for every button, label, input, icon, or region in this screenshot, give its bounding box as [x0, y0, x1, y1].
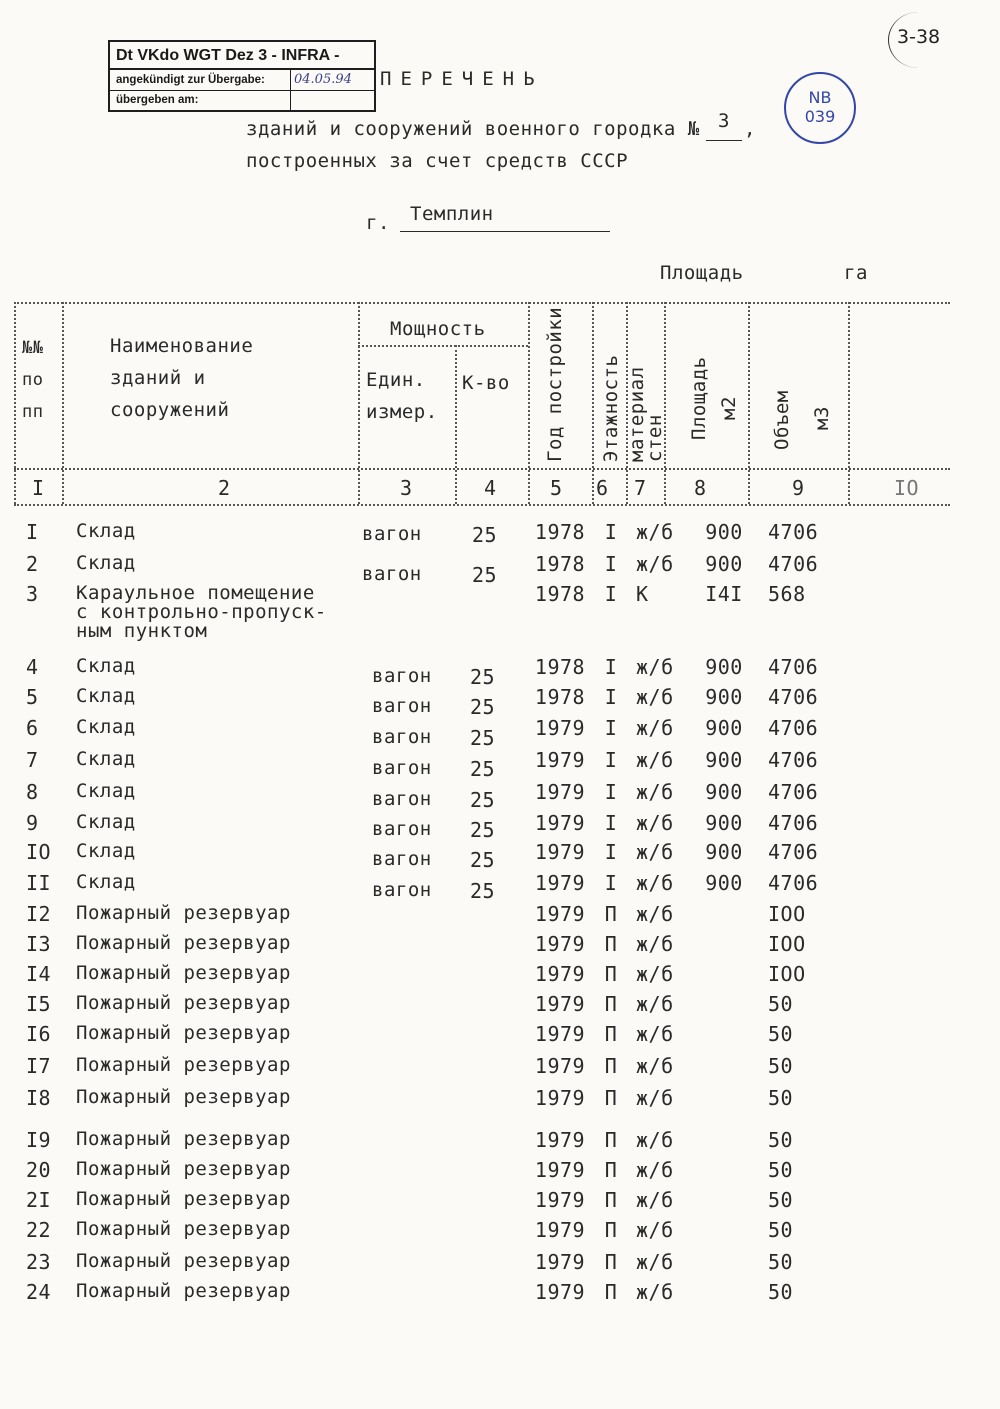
cell-volume: 4706: [768, 655, 819, 679]
header-line2: построенных за счет средств СССР: [246, 150, 629, 172]
cell-area: I4I: [705, 582, 743, 606]
cell-wall: ж/б: [636, 1022, 674, 1046]
cell-wall: ж/б: [636, 902, 674, 926]
cell-area: 900: [705, 871, 743, 895]
cell-wall: ж/б: [636, 1218, 674, 1242]
cell-no: I6: [26, 1022, 52, 1046]
cell-qty: 25: [470, 818, 496, 842]
col-header-area-line2: м2: [718, 396, 740, 420]
cell-unit: вагон: [372, 848, 432, 870]
cell-area: 900: [705, 520, 743, 544]
cell-volume: 4706: [768, 780, 819, 804]
cell-area: 900: [705, 716, 743, 740]
cell-name: Пожарный резервуар: [76, 1250, 291, 1272]
cell-volume: IOO: [768, 962, 806, 986]
cell-no: IO: [26, 840, 52, 864]
cell-no: I5: [26, 992, 52, 1016]
area-label: Площадь: [660, 262, 744, 284]
stamp-handed-row: [110, 90, 374, 110]
cell-wall: ж/б: [636, 1086, 674, 1110]
cell-floors: П: [604, 1158, 618, 1182]
cell-no: 2: [26, 552, 39, 576]
cell-area: 900: [705, 748, 743, 772]
cell-year: 1979: [534, 1054, 586, 1078]
col-header-no-line1: №№: [22, 338, 44, 358]
stamp-announced-label: angekündigt zur Übergabe:: [116, 74, 265, 86]
cell-name: Склад: [76, 685, 136, 707]
cell-floors: I: [604, 780, 618, 804]
cell-wall: ж/б: [636, 780, 674, 804]
cell-unit: вагон: [372, 665, 432, 687]
col-header-capacity: Мощность: [390, 318, 486, 340]
cell-year: 1979: [534, 1280, 586, 1304]
cell-no: 24: [26, 1280, 52, 1304]
cell-wall: ж/б: [636, 1158, 674, 1182]
cell-volume: 50: [768, 1280, 794, 1304]
cell-floors: I: [604, 716, 618, 740]
cell-area: 900: [705, 685, 743, 709]
cell-volume: 50: [768, 992, 794, 1016]
cell-name: Склад: [76, 748, 136, 770]
cell-name: Склад: [76, 552, 136, 574]
cell-wall: ж/б: [636, 552, 674, 576]
cell-no: II: [26, 871, 52, 895]
col-header-name-line2: зданий и: [110, 367, 206, 389]
col-header-volume-line2: м3: [811, 406, 833, 430]
cell-volume: 568: [768, 582, 806, 606]
col-header-no: [22, 332, 43, 428]
cell-no: I4: [26, 962, 52, 986]
page-number: 3-38: [897, 26, 941, 48]
cell-volume: 4706: [768, 716, 819, 740]
cell-wall: ж/б: [636, 992, 674, 1016]
cell-area: 900: [705, 655, 743, 679]
cell-floors: I: [604, 582, 618, 606]
cell-volume: 4706: [768, 685, 819, 709]
cell-volume: 4706: [768, 552, 819, 576]
table-top-border: [14, 302, 950, 304]
cell-wall: ж/б: [636, 811, 674, 835]
cell-wall: ж/б: [636, 962, 674, 986]
cell-wall: ж/б: [636, 1280, 674, 1304]
cell-floors: П: [604, 1086, 618, 1110]
cell-name-continuation: с контрольно-пропуск-: [76, 601, 327, 623]
cell-no: 8: [26, 780, 39, 804]
cell-wall: ж/б: [636, 748, 674, 772]
cell-wall: ж/б: [636, 685, 674, 709]
col-header-wall-line2: стен: [644, 414, 666, 462]
cell-floors: I: [604, 655, 618, 679]
cell-unit: вагон: [372, 879, 432, 901]
cell-qty: 25: [470, 848, 496, 872]
cell-year: 1978: [534, 520, 586, 544]
cell-qty: 25: [472, 523, 498, 547]
cell-year: 1978: [534, 552, 586, 576]
cell-area: 900: [705, 552, 743, 576]
col-divider-3: [455, 345, 457, 504]
cell-wall: ж/б: [636, 1128, 674, 1152]
cell-qty: 25: [470, 665, 496, 689]
col-header-name: [110, 330, 253, 426]
col-header-area-line1: Площадь: [688, 356, 710, 440]
cell-year: 1979: [534, 1086, 586, 1110]
cell-wall: ж/б: [636, 1250, 674, 1274]
cell-name: Пожарный резервуар: [76, 1188, 291, 1210]
city-name: Темплин: [410, 203, 494, 225]
cell-volume: 50: [768, 1022, 794, 1046]
cell-volume: 50: [768, 1158, 794, 1182]
cell-floors: П: [604, 1054, 618, 1078]
cell-no: 20: [26, 1158, 52, 1182]
cell-unit: вагон: [372, 695, 432, 717]
cell-unit: вагон: [372, 726, 432, 748]
cell-name: Пожарный резервуар: [76, 1022, 291, 1044]
cell-volume: IOO: [768, 932, 806, 956]
col-header-area: [684, 356, 744, 440]
cell-wall: ж/б: [636, 655, 674, 679]
col-divider-4: [528, 302, 530, 504]
cell-name: Караульное помещение: [76, 582, 315, 604]
stamp-announced-row: [110, 70, 374, 91]
cell-volume: 50: [768, 1128, 794, 1152]
cell-area: 900: [705, 840, 743, 864]
cell-no: I: [26, 520, 39, 544]
cell-year: 1979: [534, 932, 586, 956]
cell-no: I7: [26, 1054, 52, 1078]
cell-unit: вагон: [362, 523, 422, 545]
cell-year: 1979: [534, 1188, 586, 1212]
cell-year: 1979: [534, 1022, 586, 1046]
cell-name: Склад: [76, 840, 136, 862]
cell-name: Пожарный резервуар: [76, 902, 291, 924]
header-comma: ,: [744, 118, 756, 140]
col-header-wall: [628, 366, 664, 462]
cell-name: Склад: [76, 655, 136, 677]
col-number-7: 7: [634, 476, 647, 500]
cell-year: 1979: [534, 716, 586, 740]
cell-no: 3: [26, 582, 39, 606]
col-header-volume-line1: Объем: [771, 390, 793, 450]
cell-wall: ж/б: [636, 932, 674, 956]
col-number-4: 4: [484, 476, 497, 500]
cell-floors: П: [604, 902, 618, 926]
cell-name: Пожарный резервуар: [76, 1158, 291, 1180]
cell-unit: вагон: [372, 818, 432, 840]
col-divider-2: [358, 302, 360, 504]
cell-floors: П: [604, 1250, 618, 1274]
cell-volume: 4706: [768, 520, 819, 544]
cell-no: 6: [26, 716, 39, 740]
col-number-1: I: [32, 476, 45, 500]
circle-stamp: [784, 72, 856, 144]
document-title: ПЕРЕЧЕНЬ: [380, 68, 544, 90]
cell-floors: П: [604, 1188, 618, 1212]
number-row-border: [14, 504, 950, 506]
cell-area: 900: [705, 780, 743, 804]
cell-year: 1979: [534, 871, 586, 895]
col-number-2: 2: [218, 476, 231, 500]
cell-qty: 25: [470, 726, 496, 750]
col-header-name-line1: Наименование: [110, 335, 254, 357]
cell-no: I9: [26, 1128, 52, 1152]
col-number-5: 5: [550, 476, 563, 500]
cell-name: Пожарный резервуар: [76, 992, 291, 1014]
col-divider-8: [748, 302, 750, 504]
cell-wall: ж/б: [636, 520, 674, 544]
cell-no: 4: [26, 655, 39, 679]
cell-year: 1979: [534, 780, 586, 804]
page-number-mark: [888, 12, 949, 68]
cell-year: 1979: [534, 840, 586, 864]
cell-floors: I: [604, 871, 618, 895]
col-header-volume: [762, 390, 842, 450]
cell-name: Пожарный резервуар: [76, 1128, 291, 1150]
cell-volume: 4706: [768, 840, 819, 864]
col-number-8: 8: [694, 476, 707, 500]
cell-unit: вагон: [372, 788, 432, 810]
cell-qty: 25: [470, 788, 496, 812]
city-label: г.: [366, 212, 390, 234]
cell-no: 22: [26, 1218, 52, 1242]
cell-volume: 50: [768, 1188, 794, 1212]
col-header-no-line3: пп: [22, 402, 44, 422]
col-divider-5: [592, 302, 594, 504]
header-bottom-border: [14, 468, 950, 470]
cell-wall: ж/б: [636, 1054, 674, 1078]
col-divider-7: [664, 302, 666, 504]
camp-number-underline: [706, 140, 742, 141]
col-header-unit-line2: измер.: [366, 401, 438, 423]
area-unit: га: [844, 262, 868, 284]
cell-no: 7: [26, 748, 39, 772]
cell-unit: вагон: [372, 757, 432, 779]
cell-no: 5: [26, 685, 39, 709]
cell-floors: I: [604, 552, 618, 576]
col-header-floors: Этажность: [600, 354, 622, 462]
cell-name: Пожарный резервуар: [76, 1054, 291, 1076]
col-header-unit: [366, 364, 438, 428]
cell-year: 1979: [534, 902, 586, 926]
cell-wall: ж/б: [636, 871, 674, 895]
cell-name: Пожарный резервуар: [76, 962, 291, 984]
circle-stamp-line1: NB: [808, 88, 832, 107]
cell-year: 1979: [534, 1158, 586, 1182]
col-header-year: Год постройки: [544, 306, 566, 462]
cell-floors: П: [604, 1218, 618, 1242]
cell-no: I2: [26, 902, 52, 926]
cell-unit: вагон: [362, 563, 422, 585]
cell-name: Склад: [76, 716, 136, 738]
cell-floors: I: [604, 685, 618, 709]
stamp-handed-label: übergeben am:: [116, 94, 199, 106]
cell-name: Склад: [76, 520, 136, 542]
col-divider-0: [14, 302, 16, 504]
cell-area: 900: [705, 811, 743, 835]
cell-floors: I: [604, 811, 618, 835]
circle-stamp-line2: 039: [804, 107, 836, 126]
stamp-divider: [290, 70, 291, 110]
city-underline: [400, 231, 610, 232]
col-header-wall-line1: материал: [626, 366, 648, 462]
cell-volume: 50: [768, 1054, 794, 1078]
cell-name: Пожарный резервуар: [76, 1086, 291, 1108]
cell-qty: 25: [470, 695, 496, 719]
cell-floors: П: [604, 1022, 618, 1046]
cell-name-continuation: ным пунктом: [76, 620, 208, 642]
cell-wall: ж/б: [636, 840, 674, 864]
cell-qty: 25: [470, 879, 496, 903]
cell-name: Склад: [76, 871, 136, 893]
cell-name: Пожарный резервуар: [76, 1218, 291, 1240]
col-header-unit-line1: Един.: [366, 369, 426, 391]
cell-no: 2I: [26, 1188, 52, 1212]
col-divider-9: [848, 302, 850, 504]
cell-floors: П: [604, 932, 618, 956]
cell-no: 23: [26, 1250, 52, 1274]
cell-name: Склад: [76, 811, 136, 833]
cell-qty: 25: [472, 563, 498, 587]
cell-no: I3: [26, 932, 52, 956]
cell-no: 9: [26, 811, 39, 835]
col-header-no-line2: по: [22, 370, 44, 390]
cell-floors: П: [604, 1128, 618, 1152]
stamp-announced-value: 04.05.94: [294, 72, 352, 87]
stamp-title: Dt VKdo WGT Dez 3 - INFRA -: [110, 42, 374, 70]
cell-year: 1979: [534, 962, 586, 986]
cell-wall: ж/б: [636, 1188, 674, 1212]
cell-year: 1979: [534, 748, 586, 772]
transfer-stamp: [108, 40, 376, 112]
cell-volume: 4706: [768, 871, 819, 895]
cell-year: 1978: [534, 582, 586, 606]
col-header-qty: К-во: [462, 372, 510, 394]
cell-volume: 50: [768, 1218, 794, 1242]
cell-floors: I: [604, 748, 618, 772]
cell-volume: 50: [768, 1086, 794, 1110]
col-divider-1: [62, 302, 64, 504]
capacity-divider: [358, 345, 528, 347]
col-number-9: 9: [792, 476, 805, 500]
cell-year: 1978: [534, 655, 586, 679]
cell-floors: I: [604, 520, 618, 544]
cell-floors: П: [604, 962, 618, 986]
cell-year: 1979: [534, 1250, 586, 1274]
cell-wall: К: [636, 582, 649, 606]
cell-volume: IOO: [768, 902, 806, 926]
col-header-name-line3: сооружений: [110, 399, 230, 421]
cell-volume: 4706: [768, 748, 819, 772]
cell-floors: I: [604, 840, 618, 864]
cell-floors: П: [604, 1280, 618, 1304]
col-number-10: IO: [894, 476, 920, 500]
cell-volume: 50: [768, 1250, 794, 1274]
cell-qty: 25: [470, 757, 496, 781]
camp-number: 3: [718, 110, 730, 132]
cell-floors: П: [604, 992, 618, 1016]
header-line1: зданий и сооружений военного городка №: [246, 118, 700, 140]
col-number-3: 3: [400, 476, 413, 500]
cell-name: Пожарный резервуар: [76, 1280, 291, 1302]
col-number-6: 6: [596, 476, 609, 500]
cell-year: 1979: [534, 1218, 586, 1242]
cell-no: I8: [26, 1086, 52, 1110]
cell-year: 1979: [534, 811, 586, 835]
cell-volume: 4706: [768, 811, 819, 835]
cell-year: 1978: [534, 685, 586, 709]
cell-wall: ж/б: [636, 716, 674, 740]
cell-year: 1979: [534, 992, 586, 1016]
cell-name: Пожарный резервуар: [76, 932, 291, 954]
cell-name: Склад: [76, 780, 136, 802]
cell-year: 1979: [534, 1128, 586, 1152]
